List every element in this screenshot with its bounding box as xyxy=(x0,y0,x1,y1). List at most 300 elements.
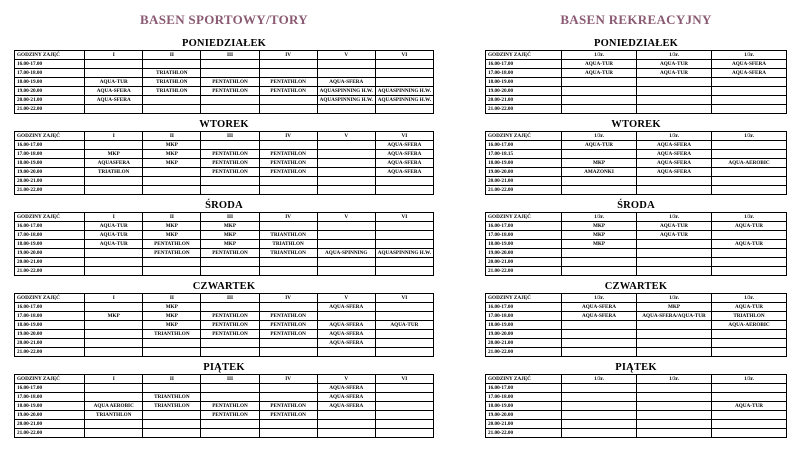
activity-cell: TRIATHLON xyxy=(143,87,201,96)
activity-cell: AQUA-TUR xyxy=(85,240,143,249)
column-header: 1/3r. xyxy=(562,51,637,60)
activity-cell: PENTATHLON xyxy=(201,168,259,177)
time-slot-cell: 17.00-18.00 xyxy=(15,150,85,159)
activity-cell xyxy=(712,87,787,96)
activity-cell xyxy=(317,411,375,420)
activity-cell: AQUASPINNING H.W. xyxy=(317,96,375,105)
activity-cell xyxy=(562,339,637,348)
activity-cell xyxy=(637,96,712,105)
activity-cell: AQUA-SFERA xyxy=(317,393,375,402)
column-header: I xyxy=(85,51,143,60)
time-slot-cell: 18.00-19.00 xyxy=(486,78,562,87)
activity-cell xyxy=(375,402,433,411)
activity-cell xyxy=(712,168,787,177)
activity-cell: PENTATHLON xyxy=(143,249,201,258)
time-slot-cell: 17.00-18.15 xyxy=(486,150,562,159)
activity-cell xyxy=(712,96,787,105)
activity-cell xyxy=(712,339,787,348)
table-row xyxy=(15,429,434,438)
activity-cell xyxy=(259,420,317,429)
activity-cell xyxy=(637,249,712,258)
table-row xyxy=(486,78,787,87)
activity-cell: MKP xyxy=(143,312,201,321)
table-row xyxy=(486,186,787,195)
activity-cell xyxy=(143,60,201,69)
activity-cell xyxy=(85,249,143,258)
table-row xyxy=(486,312,787,321)
activity-cell: TRIANTHLON xyxy=(259,249,317,258)
column-header: II xyxy=(143,213,201,222)
activity-cell xyxy=(712,267,787,276)
schedule-table xyxy=(485,374,787,438)
activity-cell xyxy=(201,258,259,267)
table-row xyxy=(15,267,434,276)
activity-cell: AQUA-SFERA xyxy=(317,321,375,330)
activity-cell xyxy=(201,267,259,276)
activity-cell: TRIATHLON xyxy=(85,168,143,177)
activity-cell: AQUA-SFERA xyxy=(317,384,375,393)
sport-pool-column xyxy=(14,0,434,438)
activity-cell: AQUASPINNING H.W. xyxy=(375,249,433,258)
activity-cell: AQUA-SFERA xyxy=(317,303,375,312)
activity-cell xyxy=(201,339,259,348)
activity-cell xyxy=(201,60,259,69)
time-slot-cell: 16.00-17.00 xyxy=(486,384,562,393)
column-header: VI xyxy=(375,213,433,222)
activity-cell xyxy=(317,60,375,69)
activity-cell: TRIATHLON xyxy=(143,69,201,78)
time-slot-cell: 21.00-22.00 xyxy=(15,267,85,276)
column-header: IV xyxy=(259,375,317,384)
table-row xyxy=(486,222,787,231)
activity-cell xyxy=(712,231,787,240)
activity-cell: TRIANTHLON xyxy=(143,393,201,402)
activity-cell xyxy=(143,168,201,177)
activity-cell: AQUA-TUR xyxy=(85,222,143,231)
column-header: III xyxy=(201,51,259,60)
activity-cell xyxy=(317,420,375,429)
table-row xyxy=(15,402,434,411)
activity-cell xyxy=(562,330,637,339)
column-header: III xyxy=(201,132,259,141)
column-header: 1/3r. xyxy=(637,213,712,222)
activity-cell xyxy=(375,411,433,420)
activity-cell xyxy=(375,330,433,339)
activity-cell xyxy=(637,186,712,195)
activity-cell xyxy=(317,186,375,195)
activity-cell xyxy=(317,258,375,267)
activity-cell xyxy=(317,429,375,438)
table-header-row xyxy=(15,213,434,222)
column-header: V xyxy=(317,375,375,384)
sport-pool-title: BASEN SPORTOWY/TORY xyxy=(140,12,308,27)
activity-cell xyxy=(201,186,259,195)
activity-cell xyxy=(201,393,259,402)
activity-cell: PENTATHLON xyxy=(259,159,317,168)
activity-cell: MKP xyxy=(562,231,637,240)
activity-cell xyxy=(201,348,259,357)
table-header-row xyxy=(15,132,434,141)
table-header-row xyxy=(486,51,787,60)
column-header: IV xyxy=(259,132,317,141)
table-row xyxy=(15,258,434,267)
table-row xyxy=(486,96,787,105)
activity-cell xyxy=(201,429,259,438)
activity-cell xyxy=(637,330,712,339)
activity-cell xyxy=(143,384,201,393)
table-row xyxy=(15,186,434,195)
table-header-row xyxy=(15,375,434,384)
activity-cell xyxy=(637,420,712,429)
activity-cell xyxy=(143,339,201,348)
activity-cell: AQUA-TUR xyxy=(637,222,712,231)
table-row xyxy=(486,177,787,186)
column-header: I xyxy=(85,132,143,141)
activity-cell xyxy=(317,105,375,114)
table-row xyxy=(486,321,787,330)
activity-cell xyxy=(712,348,787,357)
activity-cell: AQUA-TUR xyxy=(375,321,433,330)
activity-cell: PENTATHLON xyxy=(259,411,317,420)
time-slot-cell: 21.00-22.00 xyxy=(15,429,85,438)
activity-cell xyxy=(637,78,712,87)
table-header-row xyxy=(486,375,787,384)
table-row xyxy=(486,60,787,69)
activity-cell xyxy=(317,177,375,186)
activity-cell xyxy=(85,303,143,312)
activity-cell xyxy=(201,177,259,186)
activity-cell: PENTATHLON xyxy=(201,78,259,87)
time-slot-cell: 21.00-22.00 xyxy=(486,429,562,438)
table-row xyxy=(15,87,434,96)
schedule-table xyxy=(485,131,787,195)
time-slot-cell: 16.00-17.00 xyxy=(15,384,85,393)
table-row xyxy=(15,222,434,231)
column-header: III xyxy=(201,375,259,384)
table-row xyxy=(486,303,787,312)
activity-cell xyxy=(637,339,712,348)
time-slot-cell: 19.00-20.00 xyxy=(486,168,562,177)
activity-cell: MKP xyxy=(201,231,259,240)
activity-cell xyxy=(562,78,637,87)
time-slot-cell: 21.00-22.00 xyxy=(15,348,85,357)
activity-cell: TRIATHLON xyxy=(712,312,787,321)
activity-cell: PENTATHLON xyxy=(201,321,259,330)
activity-cell: PENTATHLON xyxy=(201,249,259,258)
activity-cell xyxy=(712,258,787,267)
table-row xyxy=(486,411,787,420)
activity-cell xyxy=(375,312,433,321)
table-header-row xyxy=(486,213,787,222)
time-slot-cell: 16.00-17.00 xyxy=(15,141,85,150)
schedule-table xyxy=(14,131,434,195)
activity-cell: PENTATHLON xyxy=(201,411,259,420)
column-header: 1/3r. xyxy=(712,51,787,60)
time-slot-cell: 21.00-22.00 xyxy=(486,186,562,195)
activity-cell xyxy=(85,186,143,195)
activity-cell xyxy=(375,78,433,87)
activity-cell: MKP xyxy=(637,303,712,312)
activity-cell: AQUA-SFERA/AQUA-TUR xyxy=(637,312,712,321)
activity-cell: AQUA-SFERA xyxy=(375,141,433,150)
table-row xyxy=(15,249,434,258)
activity-cell: MKP xyxy=(85,312,143,321)
activity-cell xyxy=(637,348,712,357)
activity-cell: PENTATHLON xyxy=(143,240,201,249)
activity-cell xyxy=(562,420,637,429)
table-row xyxy=(15,420,434,429)
activity-cell xyxy=(637,384,712,393)
activity-cell: AQUA-SFERA xyxy=(712,69,787,78)
activity-cell xyxy=(637,393,712,402)
activity-cell xyxy=(317,159,375,168)
activity-cell xyxy=(317,240,375,249)
activity-cell xyxy=(143,411,201,420)
activity-cell xyxy=(85,393,143,402)
activity-cell: PENTATHLON xyxy=(259,78,317,87)
activity-cell xyxy=(85,258,143,267)
day-title: ŚRODA xyxy=(617,200,655,211)
activity-cell: AQUA-SFERA xyxy=(562,303,637,312)
column-header: III xyxy=(201,294,259,303)
column-header: 1/3r. xyxy=(712,213,787,222)
activity-cell: AQUA-TUR xyxy=(712,303,787,312)
column-header: 1/3r. xyxy=(637,375,712,384)
table-row xyxy=(15,96,434,105)
column-header: II xyxy=(143,375,201,384)
activity-cell: MKP xyxy=(562,222,637,231)
schedule-table xyxy=(485,50,787,114)
table-row xyxy=(486,402,787,411)
day-title: PONIEDZIAŁEK xyxy=(181,38,267,49)
time-slot-cell: 20.00-21.00 xyxy=(15,177,85,186)
time-slot-cell: 18.00-19.00 xyxy=(15,78,85,87)
activity-cell: AQUA-TUR xyxy=(85,231,143,240)
time-slot-cell: 19.00-20.00 xyxy=(15,87,85,96)
table-row xyxy=(486,141,787,150)
activity-cell xyxy=(562,348,637,357)
column-header-hours: GODZINY ZAJĘĆ xyxy=(486,51,562,60)
activity-cell: AQUA-SFERA xyxy=(317,402,375,411)
activity-cell xyxy=(317,222,375,231)
activity-cell: MKP xyxy=(562,159,637,168)
day-title: PIĄTEK xyxy=(203,362,245,373)
activity-cell xyxy=(259,186,317,195)
activity-cell xyxy=(317,312,375,321)
activity-cell xyxy=(259,222,317,231)
activity-cell xyxy=(637,402,712,411)
time-slot-cell: 17.00-18.00 xyxy=(486,312,562,321)
activity-cell xyxy=(259,339,317,348)
activity-cell xyxy=(85,267,143,276)
activity-cell xyxy=(201,141,259,150)
activity-cell xyxy=(712,150,787,159)
table-row xyxy=(486,105,787,114)
activity-cell: TRIANTHLON xyxy=(259,231,317,240)
column-header: IV xyxy=(259,294,317,303)
activity-cell xyxy=(85,420,143,429)
activity-cell xyxy=(375,267,433,276)
activity-cell: AQUA-SFERA xyxy=(637,168,712,177)
activity-cell: AQUA-AEROBIC xyxy=(712,159,787,168)
column-header-hours: GODZINY ZAJĘĆ xyxy=(15,294,85,303)
table-header-row xyxy=(486,132,787,141)
time-slot-cell: 19.00-20.00 xyxy=(15,249,85,258)
column-header: III xyxy=(201,213,259,222)
table-row xyxy=(15,312,434,321)
activity-cell xyxy=(562,249,637,258)
activity-cell: AQUASPINNING H.W. xyxy=(375,96,433,105)
time-slot-cell: 16.00-17.00 xyxy=(15,60,85,69)
schedule-table xyxy=(14,293,434,357)
activity-cell xyxy=(143,267,201,276)
time-slot-cell: 17.00-18.00 xyxy=(15,393,85,402)
activity-cell: MKP xyxy=(201,240,259,249)
column-header: IV xyxy=(259,213,317,222)
activity-cell xyxy=(375,177,433,186)
activity-cell: AMAZONKI xyxy=(562,168,637,177)
activity-cell: TRIATHLON xyxy=(259,240,317,249)
column-header: V xyxy=(317,294,375,303)
activity-cell xyxy=(375,222,433,231)
activity-cell xyxy=(637,429,712,438)
activity-cell xyxy=(259,96,317,105)
time-slot-cell: 20.00-21.00 xyxy=(15,420,85,429)
activity-cell xyxy=(143,420,201,429)
table-row xyxy=(15,150,434,159)
activity-cell xyxy=(375,348,433,357)
time-slot-cell: 17.00-18.00 xyxy=(15,69,85,78)
column-header: 1/3r. xyxy=(712,132,787,141)
activity-cell xyxy=(201,69,259,78)
column-header: IV xyxy=(259,51,317,60)
column-header: 1/3r. xyxy=(637,132,712,141)
activity-cell xyxy=(562,186,637,195)
activity-cell: AQUA-TUR xyxy=(637,69,712,78)
activity-cell xyxy=(562,150,637,159)
activity-cell: PENTATHLON xyxy=(201,402,259,411)
activity-cell: AQUASPINNING H.W. xyxy=(317,87,375,96)
activity-cell xyxy=(375,393,433,402)
time-slot-cell: 21.00-22.00 xyxy=(486,348,562,357)
activity-cell: MKP xyxy=(143,159,201,168)
activity-cell xyxy=(637,177,712,186)
time-slot-cell: 17.00-18.00 xyxy=(486,231,562,240)
time-slot-cell: 17.00-18.00 xyxy=(15,231,85,240)
activity-cell xyxy=(562,402,637,411)
schedule-table xyxy=(14,50,434,114)
activity-cell xyxy=(317,231,375,240)
table-row xyxy=(15,393,434,402)
recreation-pool-column xyxy=(485,0,787,438)
activity-cell: AQUA-SFERA xyxy=(375,168,433,177)
table-row xyxy=(15,69,434,78)
activity-cell xyxy=(143,96,201,105)
time-slot-cell: 20.00-21.00 xyxy=(486,177,562,186)
table-row xyxy=(15,168,434,177)
activity-cell xyxy=(317,69,375,78)
schedule-table xyxy=(485,293,787,357)
time-slot-cell: 18.00-19.00 xyxy=(15,321,85,330)
activity-cell xyxy=(259,303,317,312)
activity-cell xyxy=(201,96,259,105)
column-header: VI xyxy=(375,51,433,60)
activity-cell: MKP xyxy=(143,303,201,312)
time-slot-cell: 18.00-19.00 xyxy=(15,159,85,168)
table-row xyxy=(486,150,787,159)
activity-cell xyxy=(712,105,787,114)
column-header: 1/3r. xyxy=(562,294,637,303)
activity-cell: AQUA AEROBIC xyxy=(85,402,143,411)
activity-cell xyxy=(259,105,317,114)
activity-cell xyxy=(85,60,143,69)
table-row xyxy=(486,168,787,177)
activity-cell xyxy=(85,177,143,186)
activity-cell xyxy=(712,186,787,195)
activity-cell xyxy=(375,429,433,438)
activity-cell xyxy=(259,267,317,276)
activity-cell: PENTATHLON xyxy=(201,87,259,96)
table-row xyxy=(486,87,787,96)
activity-cell xyxy=(85,384,143,393)
activity-cell xyxy=(85,339,143,348)
activity-cell xyxy=(317,141,375,150)
activity-cell xyxy=(712,249,787,258)
column-header: 1/3r. xyxy=(562,132,637,141)
activity-cell xyxy=(259,69,317,78)
column-header: VI xyxy=(375,132,433,141)
time-slot-cell: 20.00-21.00 xyxy=(486,96,562,105)
day-title: CZWARTEK xyxy=(604,281,668,292)
activity-cell: TRIANTHLON xyxy=(143,402,201,411)
column-header: V xyxy=(317,132,375,141)
column-header: 1/3r. xyxy=(637,51,712,60)
day-title: WTOREK xyxy=(199,119,249,130)
table-header-row xyxy=(15,294,434,303)
table-row xyxy=(486,348,787,357)
activity-cell xyxy=(85,330,143,339)
schedule-table xyxy=(485,212,787,276)
time-slot-cell: 19.00-20.00 xyxy=(486,411,562,420)
table-row xyxy=(486,249,787,258)
table-row xyxy=(486,330,787,339)
activity-cell: PENTATHLON xyxy=(259,312,317,321)
activity-cell: PENTATHLON xyxy=(201,312,259,321)
activity-cell xyxy=(375,420,433,429)
activity-cell: MKP xyxy=(85,150,143,159)
column-header-hours: GODZINY ZAJĘĆ xyxy=(15,51,85,60)
activity-cell xyxy=(259,60,317,69)
activity-cell: TRIATHLON xyxy=(143,78,201,87)
table-row xyxy=(15,339,434,348)
table-row xyxy=(15,60,434,69)
column-header: II xyxy=(143,132,201,141)
recreation-pool-days xyxy=(485,38,787,438)
time-slot-cell: 21.00-22.00 xyxy=(15,105,85,114)
time-slot-cell: 19.00-20.00 xyxy=(15,168,85,177)
activity-cell xyxy=(637,87,712,96)
table-header-row xyxy=(15,51,434,60)
table-row xyxy=(15,348,434,357)
table-row xyxy=(15,159,434,168)
time-slot-cell: 21.00-22.00 xyxy=(486,105,562,114)
activity-cell xyxy=(562,87,637,96)
activity-cell xyxy=(85,348,143,357)
column-header: 1/3r. xyxy=(562,375,637,384)
activity-cell xyxy=(562,393,637,402)
column-header: I xyxy=(85,375,143,384)
activity-cell: AQUA-SFERA xyxy=(375,150,433,159)
